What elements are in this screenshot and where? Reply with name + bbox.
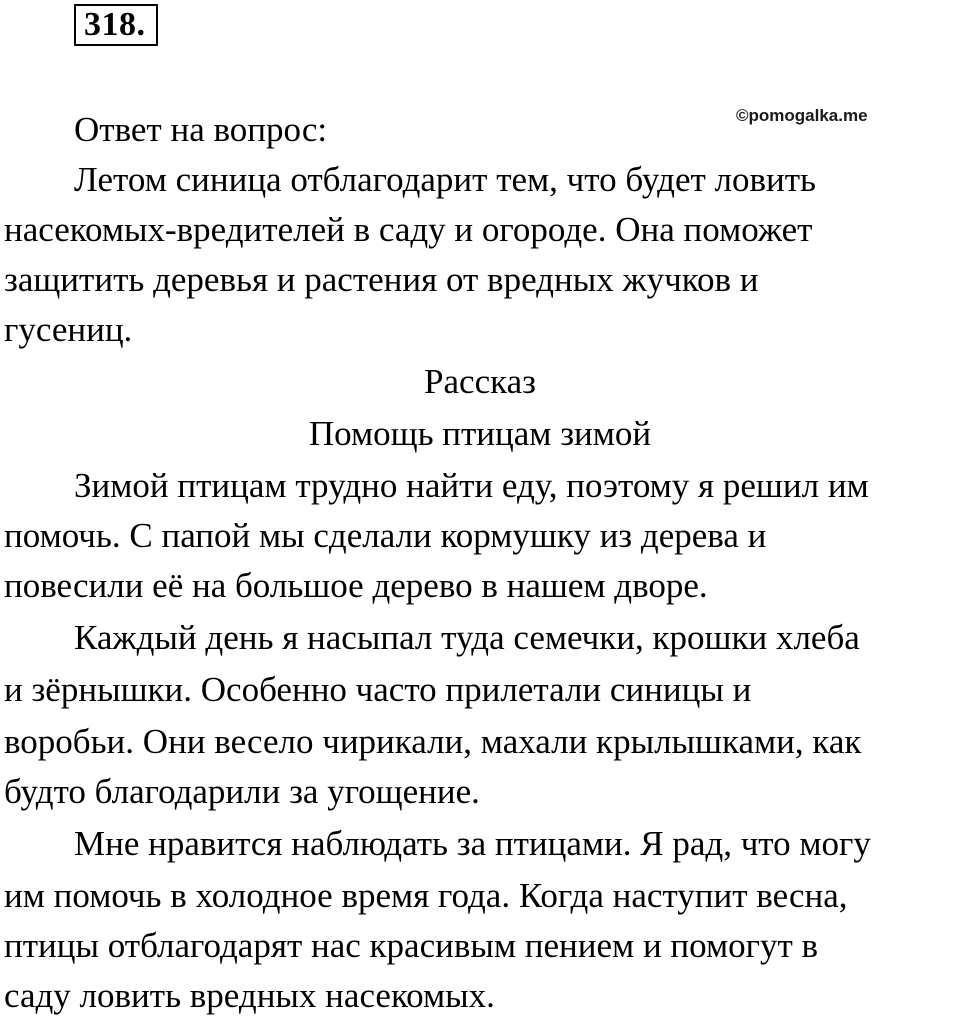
answer-line: насекомых-вредителей в саду и огороде. Она поможет <box>4 210 813 249</box>
story-line: Мне нравится наблюдать за птицами. Я рад, что могу <box>74 824 871 863</box>
story-line: будто благодарили за угощение. <box>4 772 480 811</box>
story-label: Рассказ <box>424 362 536 401</box>
story-line: им помочь в холодное время года. Когда наступит весна, <box>4 876 848 915</box>
task-number: 318. <box>74 4 158 46</box>
story-line: повесили её на большое дерево в нашем дворе. <box>4 566 708 605</box>
story-line: саду ловить вредных насекомых. <box>4 976 495 1015</box>
watermark: ©pomogalka.me <box>736 106 868 125</box>
story-line: Каждый день я насыпал туда семечки, крошки хлеба <box>74 618 860 657</box>
story-line: Зимой птицам трудно найти еду, поэтому я решил им <box>74 466 869 505</box>
answer-line: защитить деревья и растения от вредных жучков и <box>4 260 759 299</box>
story-line: птицы отблагодарят нас красивым пением и помогут в <box>4 926 819 965</box>
story-line: воробьи. Они весело чирикали, махали крылышками, как <box>4 722 862 761</box>
answer-heading: Ответ на вопрос: <box>74 110 328 149</box>
story-title: Помощь птицам зимой <box>308 414 652 453</box>
story-line: и зёрнышки. Особенно часто прилетали синицы и <box>4 670 752 709</box>
answer-line: гусениц. <box>4 310 133 349</box>
story-line: помочь. С папой мы сделали кормушку из дерева и <box>4 516 767 555</box>
answer-line: Летом синица отблагодарит тем, что будет ловить <box>74 160 817 199</box>
